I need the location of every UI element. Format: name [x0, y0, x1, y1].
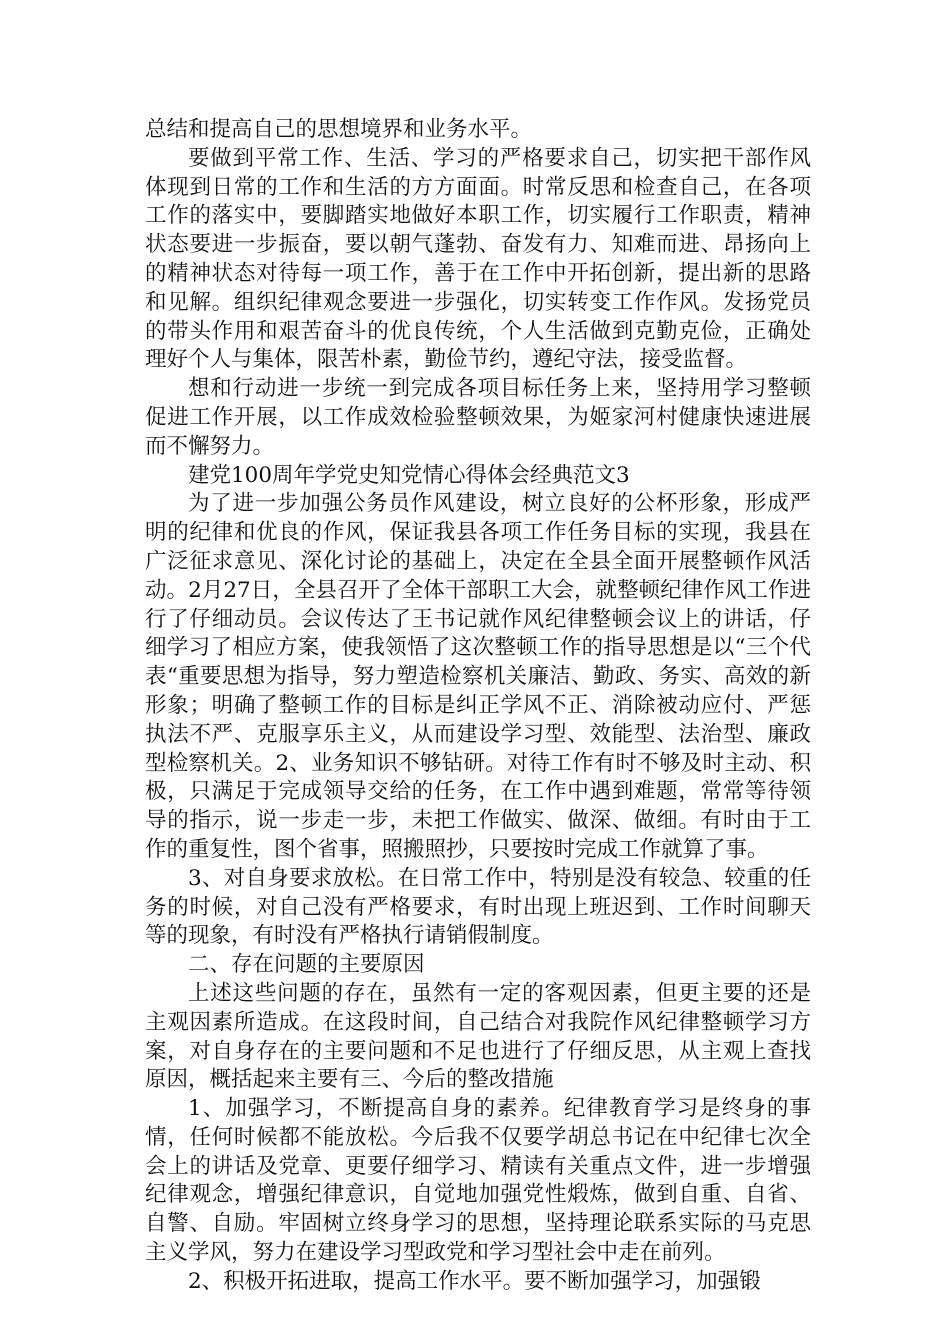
essay-heading: 建党100周年学党史知党情心得体会经典范文3	[188, 462, 630, 488]
section-heading-causes: 二、存在问题的主要原因	[188, 952, 425, 978]
document-body	[145, 116, 811, 1297]
paragraph-strengthen-study: 1、加强学习，不断提高自身的素养。纪律教育学习是终身的事情，任何时候都不能放松。今后我不仅要学胡总书记在中纪律七次全会上的讲话及党章、更要仔细学习、精读有关重点文件，进一步增强纪律观念，增强纪律意识，自觉地加强党性煅炼，做到自重、自省、自警、自励。牢固树立终身学习的思想，坚持理论联系实际的马克思主义学风，努力在建设学习型政党和学习型社会中走在前列。	[145, 1096, 811, 1266]
paragraph-discipline-campaign: 为了进一步加强公务员作风建设，树立良好的公杯形象，形成严明的纪律和优良的作风，保证我县各项工作任务目标的实现，我县在广泛征求意见、深化讨论的基础上，决定在全县全面开展整顿作风活动。2月27日，全县召开了全体干部职工大会，就整顿纪律作风工作进行了仔细动员。会议传达了王书记就作风纪律整顿会议上的讲话，仔细学习了相应方案，使我领悟了这次整顿工作的指导思想是以“三个代表“重要思想为指导，努力塑造检察机关廉洁、勤政、务实、高效的新形象；明确了整顿工作的目标是纠正学风不正、消除被动应付、严惩执法不严、克服享乐主义，从而建设学习型、效能型、法治型、廉政型检察机关。2、业务知识不够钻研。对待工作有时不够及时主动、积极，只满足于完成领导交给的任务，在工作中遇到难题，常常等待领导的指示，说一步走一步，未把工作做实、做深、做细。有时由于工作的重复性，图个省事，照搬照抄，只要按时完成工作就算了事。	[145, 491, 811, 862]
paragraph-self-requirements: 3、对自身要求放松。在日常工作中，特别是没有较急、较重的任务的时候，对自己没有严格要求，有时出现上班迟到、工作时间聊天等的现象，有时没有严格执行请销假制度。	[145, 865, 811, 949]
paragraph-forge-ahead: 2、积极开拓进取，提高工作水平。要不断加强学习，加强锻	[188, 1268, 761, 1294]
paragraph-causes: 上述这些问题的存在，虽然有一定的客观因素，但更主要的还是主观因素所造成。在这段时间，自己结合对我院作风纪律整顿学习方案，对自身存在的主要问题和不足也进行了仔细反思，从主观上查找原因，概括起来主要有三、今后的整改措施	[145, 980, 811, 1093]
paragraph-work-style: 要做到平常工作、生活、学习的严格要求自己，切实把干部作风体现到日常的工作和生活的方方面面。时常反思和检查自己，在各项工作的落实中，要脚踏实地做好本职工作，切实履行工作职责，精神状态要进一步振奋，要以朝气蓬勃、奋发有力、知难而进、昂扬向上的精神状态对待每一项工作，善于在工作中开拓创新，提出新的思路和见解。组织纪律观念要进一步强化，切实转变工作作风。发扬党员的带头作用和艰苦奋斗的优良传统，个人生活做到克勤克俭，正确处理好个人与集体，限苦朴素，勤俭节约，遵纪守法，接受监督。	[145, 145, 811, 373]
paragraph-unify-action: 想和行动进一步统一到完成各项目标任务上来，坚持用学习整顿促进工作开展，以工作成效检验整顿效果，为姬家河村健康快速进展而不懈努力。	[145, 376, 811, 459]
paragraph-continuation: 总结和提高自己的思想境界和业务水平。	[145, 117, 533, 142]
